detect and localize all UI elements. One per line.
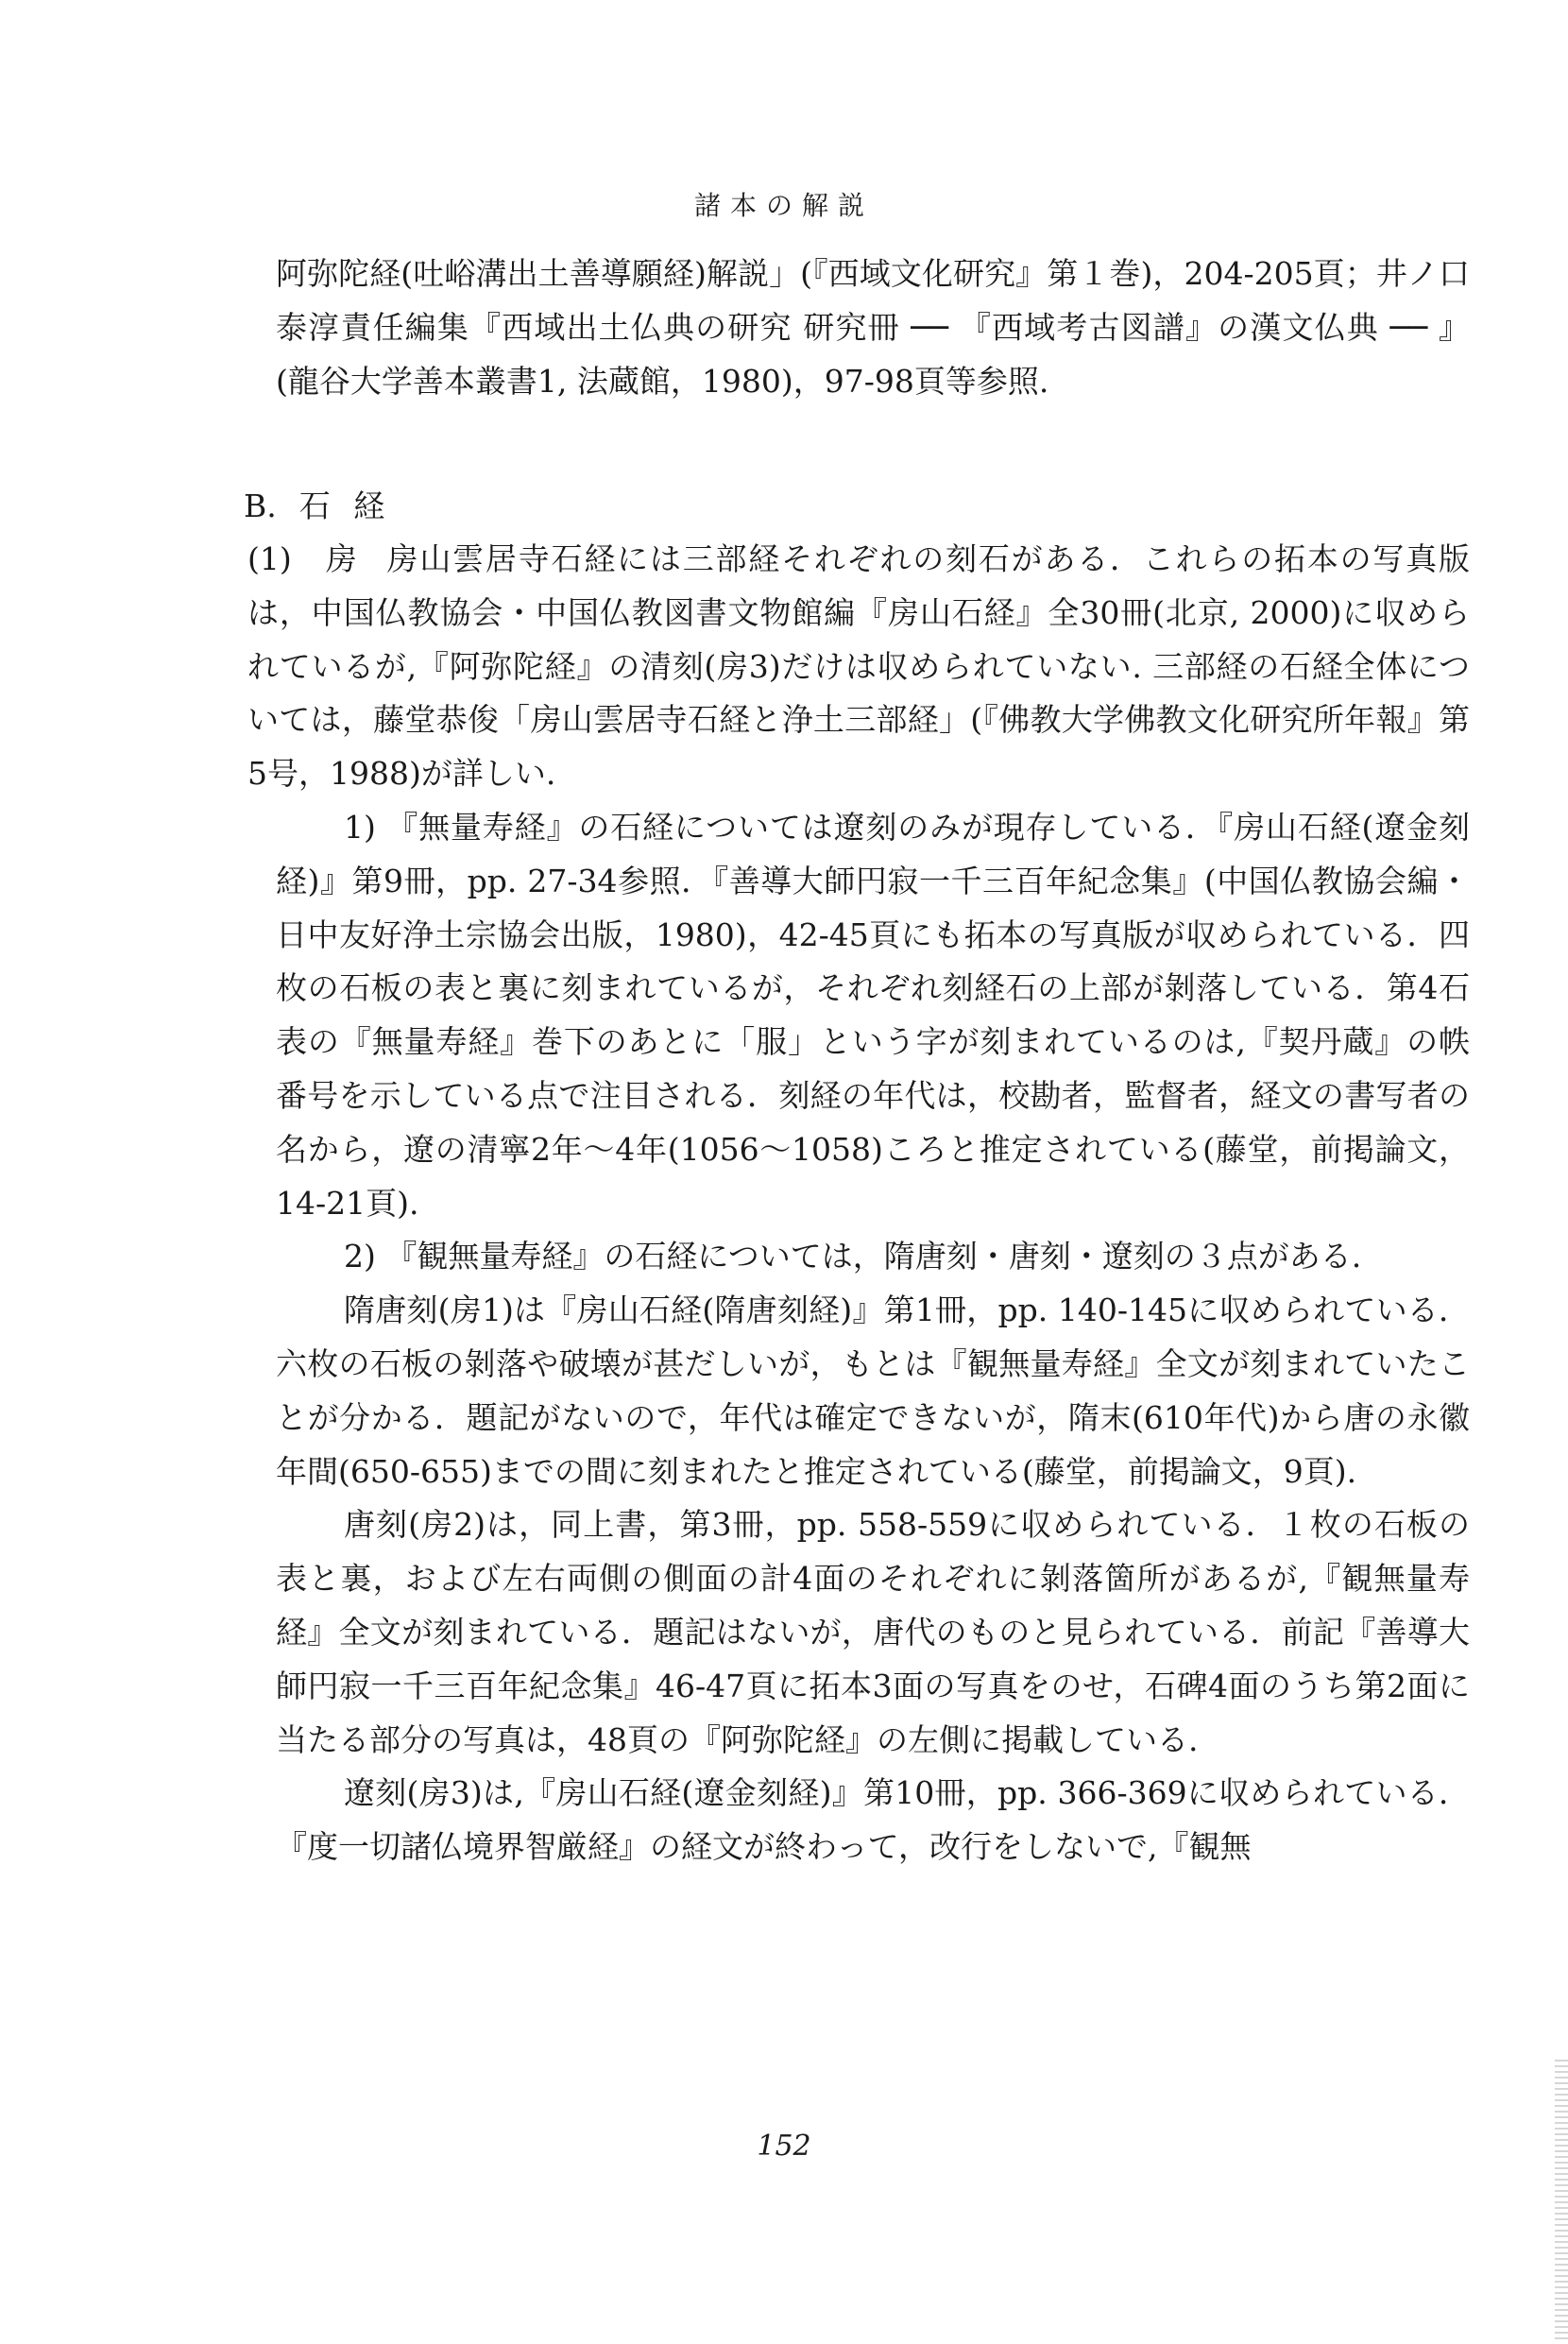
paragraph-zuito-koku: 隋唐刻(房1)は『房山石経(隋唐刻経)』第1冊，pp. 140-145に収められている．六枚の石板の剝落や破壊が甚だしいが，もとは『観無量寿経』全文が刻まれていたことが分かる．題記がないので，年代は確定できないが，隋末(610年代)から唐の永徽年間(650-655)までの間に刻まれたと推定されている(藤堂，前掲論文，9頁). [276,1292,1470,1490]
scan-edge-mark [1555,2060,1568,2343]
continued-footnote-text [276,248,1470,408]
main-text [247,533,1470,1874]
section-heading [244,480,384,533]
paragraph-kanmuryoju-intro: 2) 『観無量寿経』の石経については，隋唐刻・唐刻・遼刻の３点がある. [344,1238,1362,1275]
item-1-head: 房 [325,540,357,577]
section-title: 石 経 [298,488,385,524]
paragraph-ryo-koku: 遼刻(房3)は,『房山石経(遼金刻経)』第10冊，pp. 366-369に収められている．『度一切諸仏境界智厳経』の経文が終わって，改行をしないで,『観無 [276,1774,1470,1866]
paragraph-muryoju: 1) 『無量寿経』の石経については遼刻のみが現存している．『房山石経(遼金刻経)』第9冊，pp. 27-34参照．『善導大師円寂一千三百年紀念集』(中国仏教協会編・日中友好浄土宗協会出版，1980)，42-45頁にも拓本の写真版が収められている．四枚の石板の表と裏に刻まれているが，それぞれ刻経石の上部が剝落している．第4石表の『無量寿経』巻下のあとに「服」という字が刻まれているのは,『契丹蔵』の帙番号を示している点で注目される．刻経の年代は，校勘者，監督者，経文の書写者の名から，遼の清寧2年～4年(1056～1058)ころと推定されている(藤堂，前掲論文，14-21頁). [276,808,1470,1222]
page-number: 152 [757,2130,811,2163]
section-letter: B. [244,488,277,524]
paragraph-to-koku: 唐刻(房2)は，同上書，第3冊，pp. 558-559に収められている．１枚の石板の表と裏，および左右両側の側面の計4面のそれぞれに剝落箇所があるが,『観無量寿経』全文が刻まれている．題記はないが，唐代のものと見られている．前記『善導大師円寂一千三百年紀念集』46-47頁に拓本3面の写真をのせ，石碑4面のうち第2面に当たる部分の写真は，48頁の『阿弥陀経』の左側に掲載している. [276,1506,1470,1758]
item-1-text: 房山雲居寺石経には三部経それぞれの刻石がある．これらの拓本の写真版は，中国仏教協会・中国仏教図書文物館編『房山石経』全30冊(北京, 2000)に収められているが,『阿弥陀経』の清刻(房3)だけは収められていない. 三部経の石経全体については，藤堂恭俊「房山雲居寺石経と浄土三部経」(『佛教大学佛教文化研究所年報』第5号，1988)が詳しい. [247,540,1470,793]
item-1 [247,533,1470,801]
paragraph-continuation: 阿弥陀経(吐峪溝出土善導願経)解説」(『西域文化研究』第１巻)，204-205頁；井ノ口泰淳責任編集『西域出土仏典の研究 研究冊 ── 『西域考古図譜』の漢文仏典 ── 』(龍谷大学善本叢書1, 法蔵館，1980)，97-98頁等参照. [276,255,1470,400]
running-header: 諸本の解説 [693,190,874,221]
item-1-label: (1) [247,540,292,577]
